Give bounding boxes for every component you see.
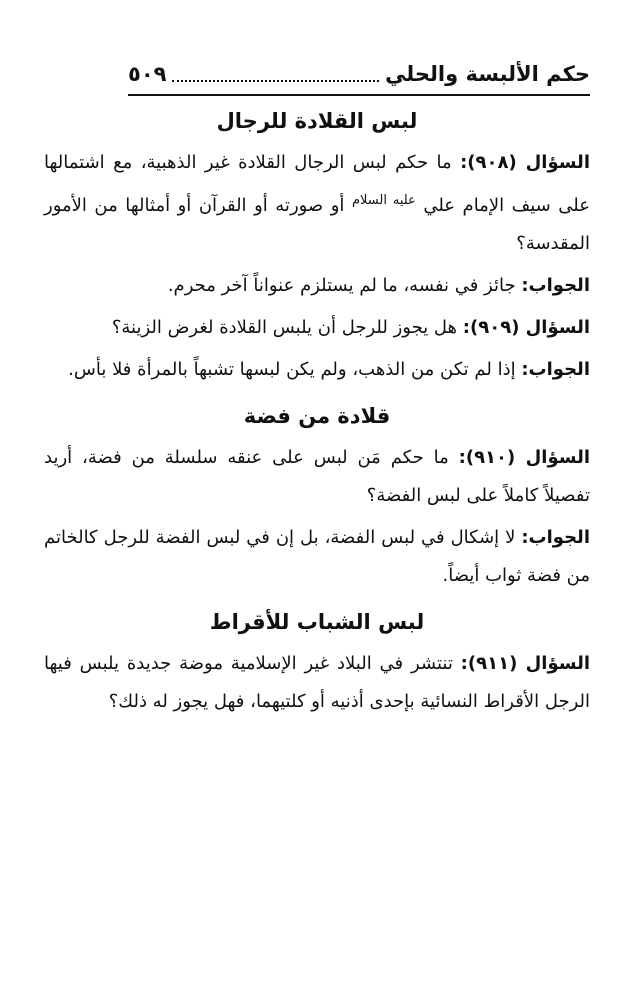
question-paragraph <box>44 309 590 347</box>
header-title: حكم الألبسة والحلي <box>385 62 590 86</box>
question-text: تنتشر في البلاد غير الإسلامية موضة جديدة يلبس فيها الرجل الأقراط النسائية بإحدى أذنيه أو كلتيهما، فهل يجوز له ذلك؟ <box>44 653 590 712</box>
question-label: السؤال (٩١٠): <box>458 447 590 468</box>
question-paragraph <box>44 645 590 721</box>
section-title: لبس الشباب للأقراط <box>209 610 425 634</box>
answer-label: الجواب: <box>521 527 590 548</box>
question-label: السؤال (٩٠٩): <box>462 317 590 338</box>
question-label: السؤال (٩٠٨): <box>460 152 590 173</box>
question-text: ما حكم لبس الرجال القلادة غير الذهبية، مع اشتمالها على سيف الإمام علي <box>44 152 590 216</box>
question-text: هل يجوز للرجل أن يلبس القلادة لغرض الزينة؟ <box>111 317 458 338</box>
answer-paragraph <box>44 519 590 595</box>
answer-label: الجواب: <box>521 275 590 296</box>
honorific-glyph: عليه السلام <box>351 193 416 208</box>
page-number: ٥٠٩ <box>128 62 167 86</box>
answer-text: جائز في نفسه، ما لم يستلزم عنواناً آخر محرم. <box>167 275 516 296</box>
answer-text: لا إشكال في لبس الفضة، بل إن في لبس الفضة للرجل كالخاتم من فضة ثواب أيضاً. <box>44 527 590 586</box>
question-paragraph <box>44 439 590 515</box>
question-text-continued: أو صورته أو القرآن أو أمثالها من الأمور المقدسة؟ <box>44 195 590 254</box>
header-dot-leader <box>172 66 379 82</box>
running-header <box>128 54 590 96</box>
question-text: ما حكم مَن لبس على عنقه سلسلة من فضة، أريد تفصيلاً كاملاً على لبس الفضة؟ <box>44 447 590 506</box>
question-label: السؤال (٩١١): <box>460 653 590 674</box>
section-title: قلادة من فضة <box>243 404 391 428</box>
section-title: لبس القلادة للرجال <box>216 109 418 133</box>
page-body <box>44 98 590 725</box>
answer-paragraph <box>44 267 590 305</box>
answer-text: إذا لم تكن من الذهب، ولم يكن لبسها تشبهاً بالمرأة فلا بأس. <box>68 359 516 380</box>
answer-paragraph <box>44 351 590 389</box>
question-paragraph <box>44 144 590 263</box>
answer-label: الجواب: <box>521 359 590 380</box>
